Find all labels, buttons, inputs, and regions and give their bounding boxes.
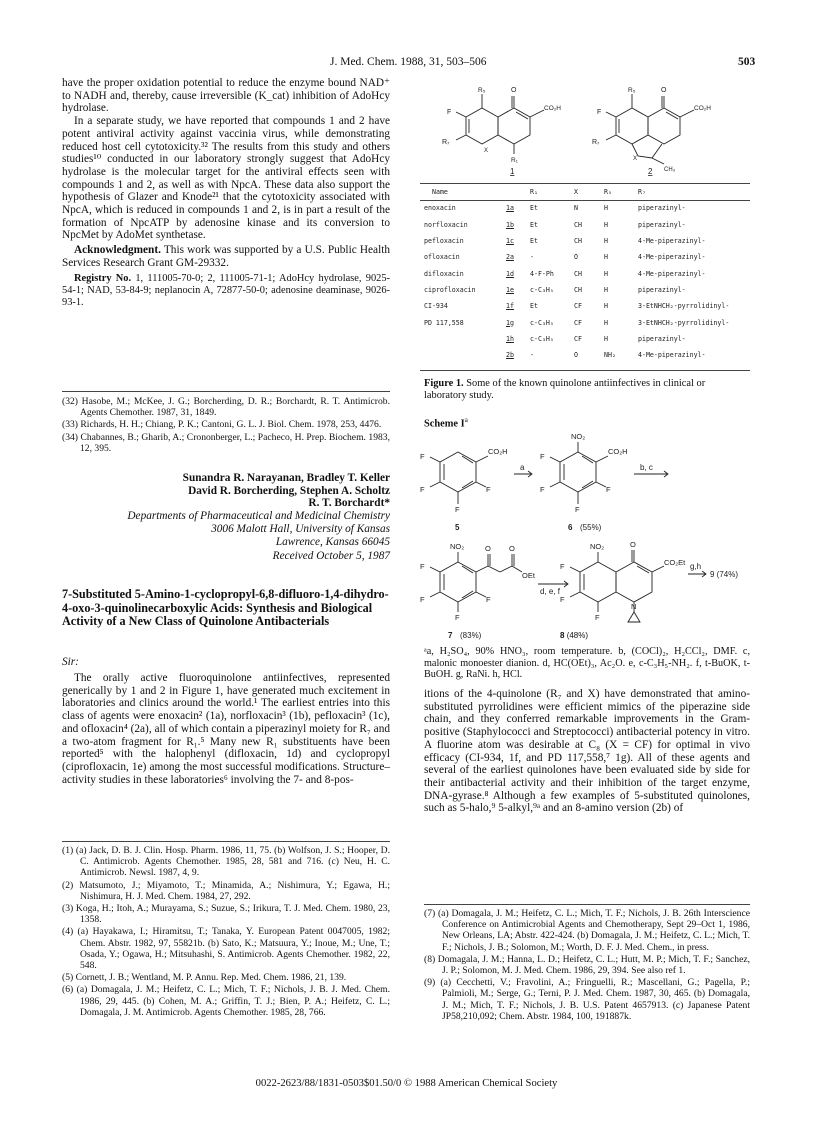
ack-text: This work was supported by a U.S. Public Health Services Research Grant GM-29332. [62, 244, 390, 269]
svg-text:F: F [540, 485, 545, 494]
table-cell: Et [530, 302, 538, 311]
figure1-caption [424, 378, 750, 402]
registry [62, 273, 390, 309]
table-cell: H [604, 302, 608, 311]
arrow-label: g,h [690, 562, 702, 571]
acknowledgment [62, 244, 390, 269]
svg-text:R₁: R₁ [511, 157, 518, 164]
table-cell: 3-EtNHCH₂-pyrrolidinyl- [638, 302, 730, 311]
paragraph: In a separate study, we have reported that compounds 1 and 2 have potent antiviral activity against vaccinia virus, while demonstrating reduced host cell cytotoxicity.³² The results from this study and others studies¹⁰ conducted in our laboratory strongly suggest that AdoHcy hydrolase is the molecular target for the antiviral effects seen with compounds 1 and 2, as well as with NpcA. These data also support the hypothesis of Glazer and Knode²¹ that the cytotoxicity associated with NpcA, which is reduced in compounds 1 and 2, is in part a result of the formation of NpcATP by adenosine kinase and its conversion to NpcMet by AdoMet synthetase. [62, 115, 390, 242]
table-cell: H [604, 253, 608, 262]
table-cell: - [530, 253, 534, 262]
table-body [424, 200, 748, 363]
table-cell: 4-Me-piperazinyl- [638, 269, 706, 278]
svg-text:F: F [420, 595, 425, 604]
table-row [424, 249, 748, 265]
svg-text:F: F [540, 452, 545, 461]
references-right [424, 908, 750, 1023]
authors-line: Sunandra R. Narayanan, Bradley T. Keller [182, 472, 390, 484]
table-cell: PD 117,558 [424, 318, 464, 327]
compound-number: 1e [506, 285, 514, 294]
benzene-ring [440, 562, 476, 602]
compound-label: 8 [560, 631, 565, 640]
compound-number: 1c [506, 237, 514, 246]
affiliation: Lawrence, Kansas 66045 [275, 535, 390, 548]
table-row [424, 298, 748, 314]
table-cell: H [604, 237, 608, 246]
compound8-label [560, 631, 588, 640]
arrow-label: d, e, f [540, 587, 561, 596]
compound-label: 1 [510, 167, 515, 176]
table-cell: CH [574, 220, 582, 229]
table-cell: norfloxacin [424, 220, 468, 229]
table-cell [424, 331, 506, 347]
divider [424, 904, 750, 905]
benzene-ring [560, 452, 596, 492]
table-cell: enoxacin [424, 204, 456, 213]
reference: (1) (a) Jack, D. B. J. Clin. Hosp. Pharm. 1986, 11, 75. (b) Wolfson, J. S.; Hooper, D. C. Antimicrob. Agents Chemother. 1985, 28, 581 and 716. (c) Neu, H. C. Antimicrob. Newsl. 1987, 4, 9. [62, 845, 390, 879]
authors-line: David R. Borcherding, Stephen A. Scholtz [188, 484, 390, 497]
svg-text:F: F [597, 109, 602, 116]
table-cell: 4-Me-piperazinyl- [638, 351, 706, 360]
svg-text:CO₂H: CO₂H [608, 447, 628, 456]
yield-label: (48%) [566, 631, 589, 640]
svg-text:NO₂: NO₂ [571, 432, 586, 441]
compound-number: 1f [506, 302, 514, 311]
compound-number: 1b [506, 220, 514, 229]
arrow-label: a [520, 463, 525, 472]
references-bottom [62, 845, 390, 1019]
reference: (7) (a) Domagala, J. M.; Heifetz, C. L.; Mich, T. F.; Nichols, J. B. 26th Interscience Conference on Antimicrobial Agents and Chemotherapy, Sept 29–Oct 1, 1986, New Orleans, LA; Abstr. 422-424. (b) Domagala, J. M.; Heifetz, C. L.; Mich, T. F.; Nichols, J. B.; Solomon, M.; Worth, D. F. J. Med. Chem., in press. [424, 908, 750, 953]
page-number: 503 [738, 56, 756, 68]
table-cell: CH [574, 237, 582, 246]
table-cell: H [604, 204, 608, 213]
table-cell: piperazinyl- [638, 220, 686, 229]
table-cell: O [574, 351, 578, 360]
table-cell: difloxacin [424, 269, 464, 278]
table-cell: O [574, 253, 578, 262]
article-body [62, 672, 390, 786]
table-header-row [424, 184, 748, 200]
yield-label: (83%) [460, 631, 482, 640]
reference: (32) Hasobe, M.; McKee, J. G.; Borcherding, D. R.; Borchardt, R. T. Antimicrob. Agents Chemother. 1987, 31, 1849. [62, 396, 390, 419]
svg-text:O: O [630, 540, 636, 549]
arrow-label: b, c [640, 463, 653, 472]
divider [62, 841, 390, 842]
table-row [424, 233, 748, 249]
svg-text:CO₂H: CO₂H [544, 105, 561, 112]
benzene-ring [580, 562, 616, 602]
reference: (9) (a) Cecchetti, V.; Fravolini, A.; Fringuelli, R.; Mascellani, G.; Pagella, P.; Palmioli, M.; Serge, G.; Terni, P. J. Med. Chem. 1987, 30, 465. (b) Domagala, J. M.; Mich, T. F.; Nichols, J. B. U.S. Patent 4657913. (c) Japanese Patent JP58,210,092; Chem. Abstr. 1984, 100, 191887k. [424, 977, 750, 1022]
pyridone-ring [616, 562, 652, 602]
table-cell: CF [574, 334, 582, 343]
authors-line: R. T. Borchardt* [308, 497, 390, 510]
table-cell: CH [574, 269, 582, 278]
table-rule [420, 200, 750, 201]
divider [62, 391, 390, 392]
table-cell: c-C₃H₅ [530, 334, 554, 343]
reference: (6) (a) Domagala, J. M.; Heifetz, C. L.; Mich, T. F.; Nichols, J. B. J. Med. Chem. 1986, 29, 445. (b) Cohen, M. A.; Griffin, T. J.; Bien, P. A.; Heifetz, C. L.; Domagala, J. M. Antimicrob. Agents Chemother. 1985, 28, 766. [62, 984, 390, 1018]
table-cell: 4-F-Ph [530, 269, 554, 278]
table-row [424, 265, 748, 281]
running-header: J. Med. Chem. 1988, 31, 503–506 [330, 56, 487, 68]
paragraph: have the proper oxidation potential to reduce the enzyme bound NAD⁺ to NADH and, thereby, cause irreversible (K_cat) inhibition of AdoHcy hydrolase. [62, 77, 390, 115]
article-title: 7-Substituted 5-Amino-1-cyclopropyl-6,8-difluoro-1,4-dihydro-4-oxo-3-quinolinecarboxylic Acids: Synthesis and Biological Activity of a New Class of Quinolone Antibacterials [62, 587, 389, 629]
table-cell: - [530, 351, 534, 360]
reference: (33) Richards, H. H.; Chiang, P. K.; Cantoni, G. L. J. Biol. Chem. 1978, 253, 4476. [62, 419, 382, 431]
right-column-body [424, 688, 750, 815]
quinolone-table [424, 184, 748, 363]
compound-label: 7 [448, 631, 453, 640]
author-block [62, 472, 390, 563]
table-cell: 4-Me-piperazinyl- [638, 253, 706, 262]
table-cell: c-C₃H₅ [530, 285, 554, 294]
table-cell: Et [530, 220, 538, 229]
table-cell: H [604, 220, 608, 229]
table-cell: NH₂ [604, 351, 616, 360]
scheme1-diagram [418, 432, 758, 642]
paragraph: The orally active fluoroquinolone antiinfectives, represented generically by 1 and 2 in Figure 1, have generated much excitement in laboratories and clinics around the world.¹ The earliest entries into this class of agents were enoxacin² (1a), norfloxacin³ (1b), pefloxacin³ (1c), and ofloxacin⁴ (2a), all of which contain a piperazinyl moiety for R₇ and a two-atom fragment for R₁.⁵ Many new R₁ substituents have been reported⁵ with the halophenyl (difloxacin, 1d) and cyclopropyl (ciprofloxacin, 1e) among the most successful modifications. Structure–activity studies in these laboratories⁶ involving the 7- and 8-pos- [62, 672, 390, 786]
page-footer: 0022-2623/88/1831-0503$01.50/0 © 1988 American Chemical Society [255, 1078, 558, 1089]
scheme-title [424, 416, 468, 429]
svg-text:OEt: OEt [522, 571, 535, 580]
table-cell: 3-EtNHCH₂-pyrrolidinyl- [638, 318, 730, 327]
left-column-top [62, 77, 390, 309]
reference: (3) Koga, H.; Itoh, A.; Murayama, S.; Suzue, S.; Irikura, T. J. Med. Chem. 1980, 23, 1358. [62, 903, 390, 926]
table-cell: piperazinyl- [638, 285, 686, 294]
svg-text:CO₂H: CO₂H [488, 447, 508, 456]
yield-label: (55%) [580, 523, 602, 532]
table-cell: CI-934 [424, 302, 448, 311]
caption-text: Some of the known quinolone antiinfectives in clinical or laboratory study. [424, 378, 706, 401]
svg-text:F: F [575, 505, 580, 514]
compound-number: 1g [506, 318, 514, 327]
table-cell: Et [530, 237, 538, 246]
table-cell: CF [574, 302, 582, 311]
reference: (34) Chabannes, B.; Gharib, A.; Crononberger, L.; Pacheco, H. Prep. Biochem. 1983, 12, 395. [62, 431, 390, 454]
column-header [506, 184, 530, 200]
svg-text:CO₂H: CO₂H [694, 105, 711, 112]
table-row [424, 217, 748, 233]
svg-text:F: F [486, 595, 491, 604]
table-rule [420, 370, 750, 371]
svg-text:F: F [486, 485, 491, 494]
ring [648, 108, 680, 144]
affiliation: 3006 Malott Hall, University of Kansas [211, 522, 390, 535]
scheme-title-text: Scheme I [424, 418, 465, 430]
ring [616, 108, 648, 144]
table-cell: CF [574, 318, 582, 327]
table-cell: c-C₃H₅ [530, 318, 554, 327]
table-row [424, 347, 748, 363]
svg-text:X: X [484, 148, 489, 154]
reference: (8) Domagala, J. M.; Hanna, L. D.; Heifetz, C. L.; Hutt, M. P.; Mich, T. F.; Sanchez, J. P.; Solomon, M. J. Med. Chem. 1986, 29, 394. See also ref 1. [424, 953, 750, 977]
registry-label: Registry No. [74, 272, 132, 284]
svg-text:F: F [606, 485, 611, 494]
compound-label: 5 [455, 523, 460, 532]
svg-text:F: F [595, 613, 600, 622]
svg-text:F: F [455, 505, 460, 514]
svg-text:O: O [661, 87, 667, 94]
compound-number: 2a [506, 253, 514, 262]
svg-text:F: F [420, 485, 425, 494]
compound-number: 2b [506, 351, 514, 360]
table-cell: piperazinyl- [638, 204, 686, 213]
table-cell: pefloxacin [424, 237, 464, 246]
compound-number: 1h [506, 334, 514, 343]
svg-text:R₇: R₇ [592, 139, 600, 146]
table-row [424, 282, 748, 298]
figure1-structures [412, 78, 752, 178]
table-row [424, 200, 748, 216]
svg-text:F: F [420, 562, 425, 571]
references-top [62, 396, 390, 455]
benzene-ring [440, 452, 476, 492]
svg-text:F: F [560, 595, 565, 604]
table-row [424, 331, 748, 347]
product-label: 9 (74%) [710, 570, 739, 579]
registry-text: 1, 111005-70-0; 2, 111005-71-1; AdoHcy hydrolase, 9025-54-1; NAD, 53-84-9; neplanocin A, 72877-50-0; adenosine deaminase, 9026-93-1. [62, 272, 390, 308]
table-row [424, 314, 748, 330]
svg-text:NO₂: NO₂ [590, 542, 605, 551]
reference: (5) Cornett, J. B.; Wentland, M. P. Annu. Rep. Med. Chem. 1986, 21, 139. [62, 972, 347, 984]
table-cell: ciprofloxacin [424, 285, 476, 294]
column-header: R₁ [530, 188, 538, 197]
reference: (4) (a) Hayakawa, I.; Hiramitsu, T.; Tanaka, Y. European Patent 0047005, 1982; Chem. Abstr. 1982, 97, 55821b. (b) Sato, K.; Matsuura, Y.; Inoue, M.; Une, T.; Osada, Y.; Ogawa, H.; Mitsuhashi, S. Antimicrob. Agents Chemother. 1982, 22, 548. [62, 926, 390, 972]
svg-text:O: O [511, 87, 517, 94]
table-cell [424, 347, 506, 363]
svg-text:F: F [447, 109, 452, 116]
ring [466, 108, 498, 144]
scheme-footnote-marker: a [464, 416, 468, 424]
svg-text:N: N [631, 602, 637, 611]
scheme-footnote: ᵃa, H₂SO₄, 90% HNO₃, room temperature. b, (COCl)₂, H₂CCl₂, DMF. c, malonic monoester dianion. d, HC(OEt)₃, Ac₂O. e, c-C₃H₅-NH₂. f, t-BuOK, t-BuOH. g, RaNi. h, HCl. [424, 646, 750, 681]
svg-text:NO₂: NO₂ [450, 542, 465, 551]
svg-text:O: O [509, 544, 515, 553]
affiliation: Departments of Pharmaceutical and Medicinal Chemistry [127, 510, 390, 523]
compound-label: 6 [568, 523, 573, 532]
svg-text:CO₂Et: CO₂Et [664, 558, 686, 567]
table-cell: 4-Me-piperazinyl- [638, 237, 706, 246]
svg-text:R₅: R₅ [628, 87, 636, 94]
compound-label: 2 [648, 167, 653, 176]
svg-text:O: O [485, 544, 491, 553]
table-cell: H [604, 285, 608, 294]
column-header: X [574, 188, 578, 197]
salutation: Sir: [62, 656, 79, 668]
table-cell: CH [574, 285, 582, 294]
svg-text:R₅: R₅ [478, 87, 486, 94]
caption-label: Figure 1. [424, 378, 464, 389]
table-cell: piperazinyl- [638, 334, 686, 343]
svg-text:CH₃: CH₃ [664, 167, 676, 173]
compound-number: 1d [506, 269, 514, 278]
svg-text:F: F [560, 562, 565, 571]
table-cell: Et [530, 204, 538, 213]
svg-text:R₇: R₇ [442, 139, 450, 146]
reference: (2) Matsumoto, J.; Miyamoto, T.; Minamida, A.; Nishimura, Y.; Egawa, H.; Nishimura, H. J. Med. Chem. 1984, 27, 292. [62, 879, 390, 902]
svg-text:X: X [633, 156, 638, 162]
table-cell: N [574, 204, 578, 213]
column-header: R₇ [638, 188, 646, 197]
table-cell: H [604, 334, 608, 343]
ring [498, 108, 530, 144]
table-cell: H [604, 318, 608, 327]
svg-text:F: F [455, 613, 460, 622]
svg-text:F: F [420, 452, 425, 461]
column-header: Name [432, 188, 448, 197]
ack-label: Acknowledgment. [74, 244, 161, 257]
table-cell: ofloxacin [424, 253, 460, 262]
paragraph: itions of the 4-quinolone (R₇ and X) have demonstrated that amino-substituted pyrrolidines were efficient mimics of the piperazine side chain, and they conferred remarkable improvements in the Gram-positive (Staphylococci and Streptococci) antibacterial potency in vitro. A fluorine atom was desirable at C₈ (X = CF) for optimal in vivo efficacy (CI-934, 1f, and PD 117,558,⁷ 1g). All of these agents and several of the earliest quinolones have been evaluated side by side for their antibacterial activity and their inhibition of the target enzyme, DNA-gyrase.⁸ Although a few examples of 5-substituted quinolones, such as 5-halo,⁹ 5-alkyl,⁹ᵃ and an 8-amino version (2b) of [424, 688, 750, 815]
received-date: Received October 5, 1987 [272, 550, 390, 563]
column-header: R₅ [604, 188, 612, 197]
table-cell: H [604, 269, 608, 278]
compound-number: 1a [506, 204, 514, 213]
